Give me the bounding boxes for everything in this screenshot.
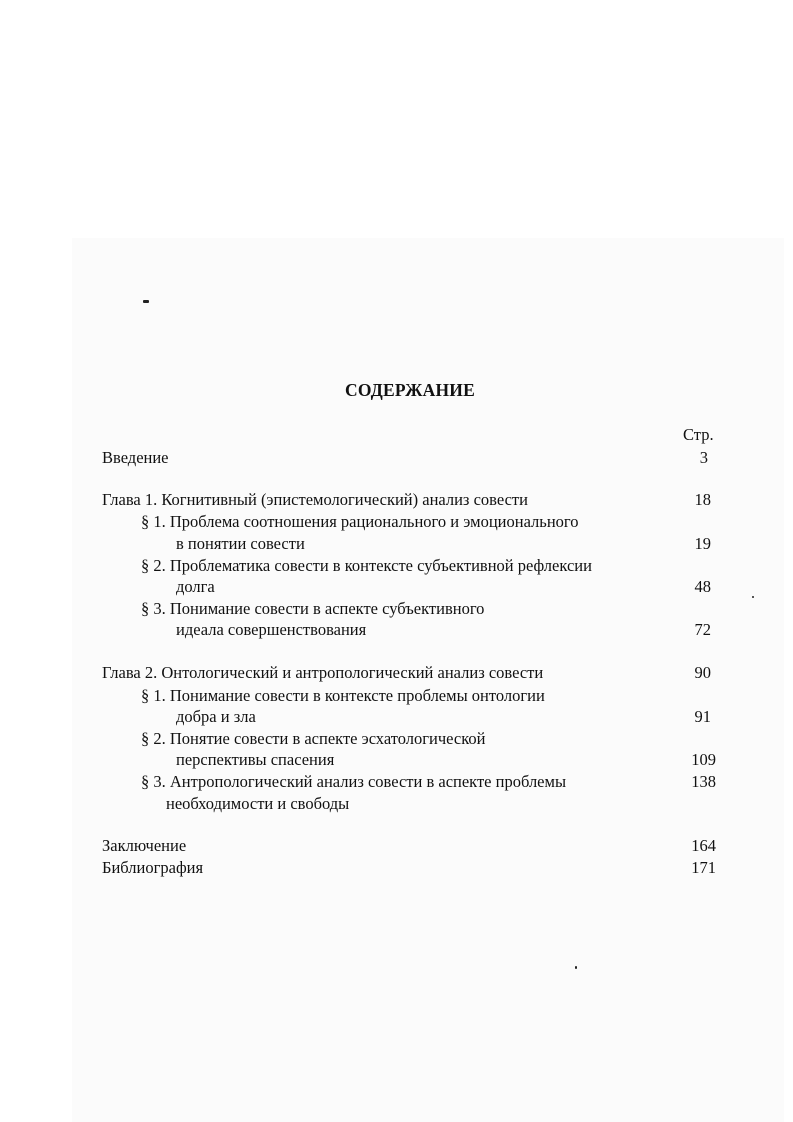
toc-page-conclusion: 164 xyxy=(691,836,716,855)
toc-entry-intro: Введение xyxy=(102,448,169,467)
toc-entry-ch1-s2: § 2. Проблематика совести в контексте субъективной рефлексии xyxy=(141,556,592,575)
toc-page-bibliography: 171 xyxy=(691,858,716,877)
toc-page-ch1-s3: 72 xyxy=(694,620,711,639)
toc-page-chapter1: 18 xyxy=(694,490,711,509)
toc-page-chapter2: 90 xyxy=(694,663,711,682)
toc-entry-chapter2: Глава 2. Онтологический и антропологический анализ совести xyxy=(102,663,544,682)
toc-entry-ch1-s1-cont: в понятии совести xyxy=(176,534,305,553)
toc-page-ch2-s1: 91 xyxy=(694,707,711,726)
toc-page-ch1-s2: 48 xyxy=(694,577,711,596)
toc-entry-ch1-s2-cont: долга xyxy=(176,577,215,596)
page-title: СОДЕРЖАНИЕ xyxy=(344,380,475,400)
scan-speck xyxy=(143,300,149,303)
toc-entry-ch2-s3: § 3. Антропологический анализ совести в аспекте проблемы xyxy=(141,772,567,791)
toc-entry-ch1-s3: § 3. Понимание совести в аспекте субъективного xyxy=(141,599,485,618)
toc-entry-ch2-s2: § 2. Понятие совести в аспекте эсхатологической xyxy=(141,729,486,748)
toc-entry-ch2-s2-cont: перспективы спасения xyxy=(176,750,335,769)
toc-entry-ch2-s1: § 1. Понимание совести в контексте проблемы онтологии xyxy=(141,686,545,705)
toc-entry-chapter1: Глава 1. Когнитивный (эпистемологический) анализ совести xyxy=(102,490,528,509)
toc-entry-conclusion: Заключение xyxy=(102,836,187,855)
toc-entry-ch1-s1: § 1. Проблема соотношения рационального и эмоционального xyxy=(141,512,579,531)
toc-page-ch1-s1: 19 xyxy=(694,534,711,553)
scan-speck xyxy=(575,966,577,969)
toc-page-ch2-s2: 109 xyxy=(691,750,716,769)
page-column-header: Стр. xyxy=(683,425,714,444)
scan-speck xyxy=(752,596,754,598)
toc-entry-ch1-s3-cont: идеала совершенствования xyxy=(176,620,367,639)
toc-entry-bibliography: Библиография xyxy=(102,858,204,877)
toc-entry-ch2-s3-cont: необходимости и свободы xyxy=(166,794,350,813)
toc-entry-ch2-s1-cont: добра и зла xyxy=(176,707,256,726)
toc-page-ch2-s3: 138 xyxy=(691,772,716,791)
toc-page-intro: 3 xyxy=(699,448,708,467)
